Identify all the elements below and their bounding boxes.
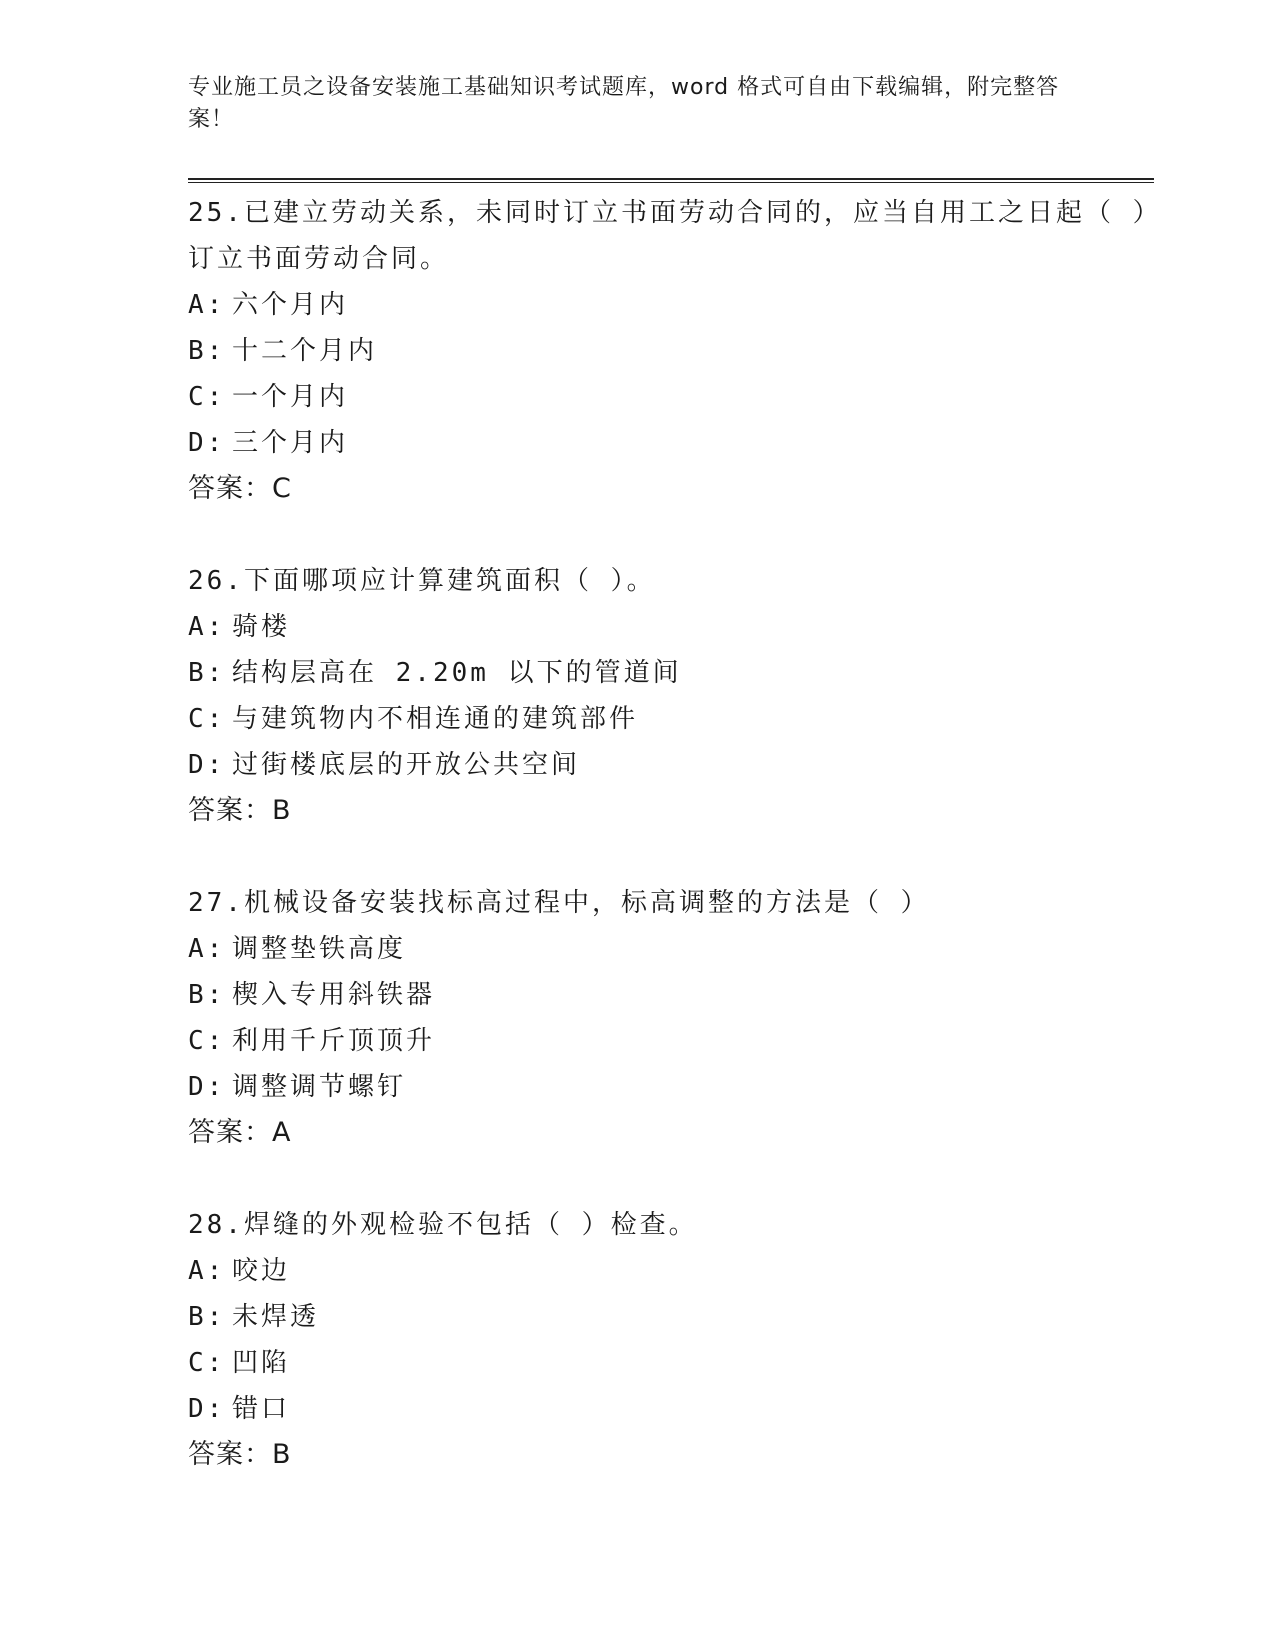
option-letter: B: [188, 336, 226, 366]
option-a [188, 926, 1154, 972]
option-letter: C: [188, 382, 226, 412]
answer-line: 答案：B [188, 1439, 292, 1470]
option-b [188, 972, 1154, 1018]
option-text: 调整调节螺钉 [232, 1072, 407, 1102]
option-d [188, 1386, 1154, 1432]
question-stem: 机械设备安装找标高过程中，标高调整的方法是（ ） [243, 888, 930, 918]
option-text: 凹陷 [232, 1348, 291, 1378]
question-28 [188, 1202, 1154, 1478]
option-text: 结构层高在 2.20m 以下的管道间 [232, 658, 682, 688]
option-text: 十二个月内 [232, 336, 378, 366]
option-text: 一个月内 [232, 382, 349, 412]
option-d [188, 1064, 1154, 1110]
question-text [188, 558, 1154, 604]
question-list [188, 190, 1154, 1524]
option-d [188, 420, 1154, 466]
question-number: 27. [188, 888, 244, 918]
option-letter: B: [188, 658, 226, 688]
question-25 [188, 190, 1154, 512]
option-a [188, 282, 1154, 328]
option-letter: D: [188, 428, 226, 458]
option-letter: A: [188, 1256, 226, 1286]
option-letter: D: [188, 750, 226, 780]
option-text: 骑楼 [232, 612, 291, 642]
option-text: 未焊透 [232, 1302, 320, 1332]
option-letter: C: [188, 1348, 226, 1378]
question-number: 28. [188, 1210, 244, 1240]
option-letter: C: [188, 704, 226, 734]
answer-line: 答案：B [188, 795, 292, 826]
option-text: 三个月内 [232, 428, 349, 458]
answer-line: 答案：A [188, 1117, 292, 1148]
option-text: 调整垫铁高度 [232, 934, 407, 964]
question-text [188, 190, 1154, 282]
option-letter: B: [188, 1302, 226, 1332]
option-a [188, 604, 1154, 650]
question-text [188, 1202, 1154, 1248]
option-text: 六个月内 [232, 290, 349, 320]
option-letter: D: [188, 1072, 226, 1102]
option-letter: C: [188, 1026, 226, 1056]
question-number: 25. [188, 198, 244, 228]
option-text: 楔入专用斜铁器 [232, 980, 436, 1010]
option-letter: B: [188, 980, 226, 1010]
option-d [188, 742, 1154, 788]
question-text [188, 880, 1154, 926]
option-c [188, 374, 1154, 420]
question-stem: 下面哪项应计算建筑面积（ ）。 [243, 566, 656, 596]
option-letter: A: [188, 934, 226, 964]
option-letter: A: [188, 612, 226, 642]
question-26 [188, 558, 1154, 834]
question-stem: 已建立劳动关系，未同时订立书面劳动合同的，应当自用工之日起（ ）订立书面劳动合同。 [188, 198, 1149, 274]
option-text: 与建筑物内不相连通的建筑部件 [232, 704, 639, 734]
option-b [188, 650, 1154, 696]
option-text: 咬边 [232, 1256, 291, 1286]
question-27 [188, 880, 1154, 1156]
question-number: 26. [188, 566, 244, 596]
option-c [188, 1340, 1154, 1386]
option-text: 利用千斤顶顶升 [232, 1026, 436, 1056]
question-stem: 焊缝的外观检验不包括（ ）检查。 [243, 1210, 698, 1240]
option-b [188, 328, 1154, 374]
option-c [188, 696, 1154, 742]
option-letter: A: [188, 290, 226, 320]
answer-line: 答案：C [188, 473, 292, 504]
header-divider [188, 178, 1154, 183]
option-text: 错口 [232, 1394, 291, 1424]
option-b [188, 1294, 1154, 1340]
option-letter: D: [188, 1394, 226, 1424]
option-a [188, 1248, 1154, 1294]
option-text: 过街楼底层的开放公共空间 [232, 750, 581, 780]
option-c [188, 1018, 1154, 1064]
page-header: 专业施工员之设备安装施工基础知识考试题库，word 格式可自由下载编辑，附完整答案！ [188, 75, 1060, 132]
